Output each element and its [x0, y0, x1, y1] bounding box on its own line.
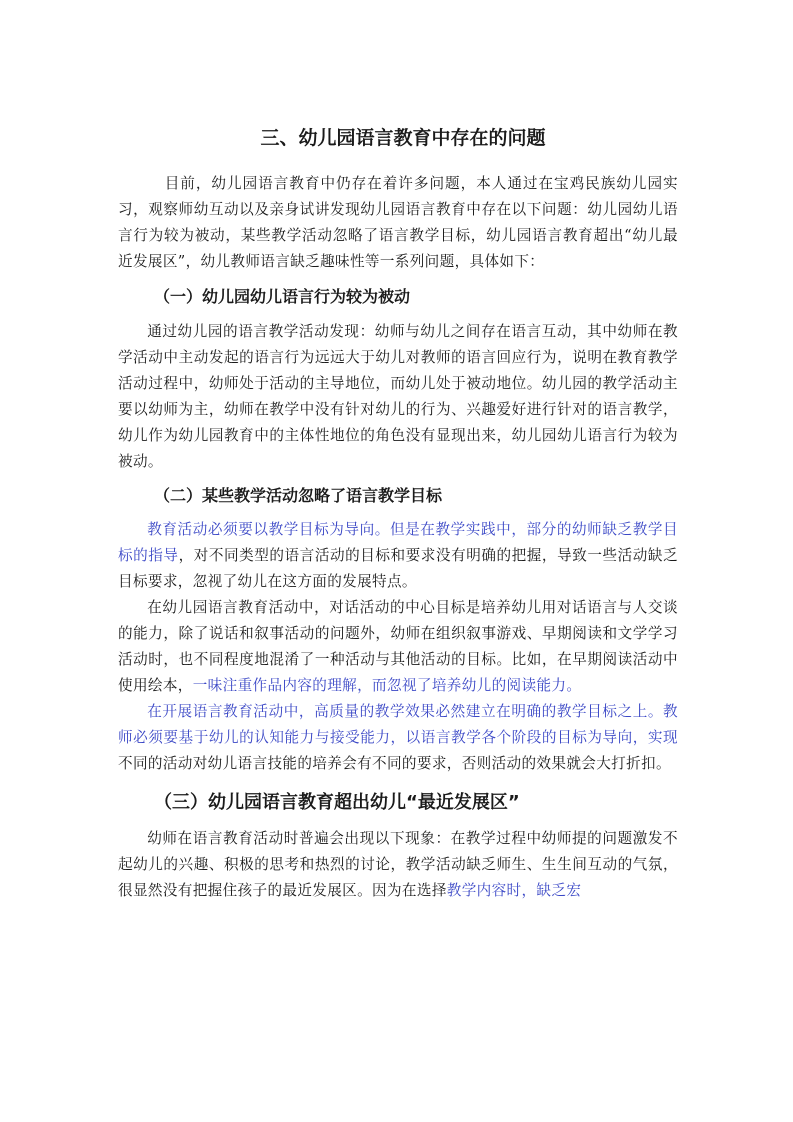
highlighted-text: 一味注重作品内容的理解，而忽视了培养幼儿的阅读能力。 — [192, 677, 582, 694]
subsection-heading-2: （二）某些教学活动忽略了语言教学目标 — [154, 486, 443, 505]
subsection-2-paragraph-1 — [118, 517, 678, 595]
subsection-heading-3: （三）幼儿园语言教育超出幼儿“最近发展区” — [154, 792, 520, 813]
section-title: 三、幼儿园语言教育中存在的问题 — [260, 127, 546, 149]
paragraph-text: 幼师在语言教育活动时普遍会出现以下现象：在教学过程中幼师提的问题激发不起幼儿的兴趣、积极的思考和热烈的讨论，教学活动缺乏师生、生生间互动的气氛，很显然没有把握住孩子的最近发展区。因为在选择 — [118, 830, 678, 899]
subsection-2-paragraph-2 — [118, 595, 678, 699]
intro-paragraph: 目前，幼儿园语言教育中仍存在着许多问题，本人通过在宝鸡民族幼儿园实习，观察师幼互动以及亲身试讲发现幼儿园语言教育中存在以下问题：幼儿园幼儿语言行为较为被动，某些教学活动忽略了语言教学目标，幼儿园语言教育超出“幼儿最近发展区”，幼儿教师语言缺乏趣味性等一系列问题，具体如下： — [118, 175, 678, 270]
highlighted-text: 教育活动必须要以教学目标为导向。但是在教学实践中，部分的幼师缺乏教学目标的指导 — [118, 521, 678, 564]
subsection-2-paragraph-3 — [118, 699, 678, 777]
paragraph-text: 不同的活动对幼儿语言技能的培养会有不同的要求，否则活动的效果就会大打折扣。 — [118, 755, 671, 772]
paragraph-text: ，对不同类型的语言活动的目标和要求没有明确的把握，导致一些活动缺乏目标要求，忽视了幼儿在这方面的发展特点。 — [118, 547, 678, 590]
subsection-heading-1: （一）幼儿园幼儿语言行为较为被动 — [154, 287, 411, 306]
subsection-3-paragraph — [118, 826, 678, 904]
highlighted-text: 教学内容时，缺乏宏 — [446, 882, 582, 899]
paragraph-text: 在幼儿园语言教育活动中，对话活动的中心目标是培养幼儿用对话语言与人交谈的能力，除了说话和叙事活动的问题外，幼师在组织叙事游戏、早期阅读和文学学习活动时，也不同程度地混淆了一种活动与其他活动的目标。比如，在早期阅读活动中使用绘本， — [118, 599, 678, 694]
highlighted-text: 在开展语言教育活动中，高质量的教学效果必然建立在明确的教学目标之上。教师必须要基于幼儿的认知能力与接受能力，以语言教学各个阶段的目标为导向，实现 — [118, 703, 678, 746]
subsection-1-paragraph: 通过幼儿园的语言教学活动发现：幼师与幼儿之间存在语言互动，其中幼师在教学活动中主动发起的语言行为远远大于幼儿对教师的语言回应行为，说明在教育教学活动过程中，幼师处于活动的主导地位，而幼儿处于被动地位。幼儿园的教学活动主要以幼师为主，幼师在教学中没有针对幼儿的行为、兴趣爱好进行针对的语言教学，幼儿作为幼儿园教育中的主体性地位的角色没有显现出来，幼儿园幼儿语言行为较为被动。 — [118, 323, 678, 470]
document-body — [118, 120, 678, 904]
